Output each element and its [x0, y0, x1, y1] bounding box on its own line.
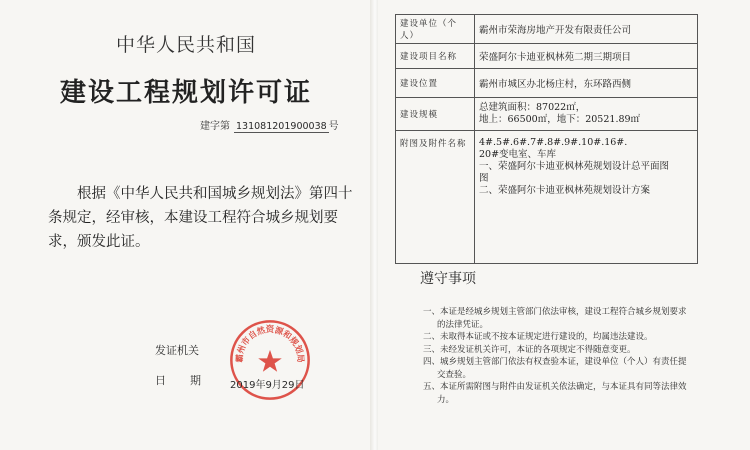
- table-row: [396, 44, 698, 69]
- row-value: 霸州市城区办北杨庄村，东环路西侧: [475, 69, 698, 98]
- row-label: 建设位置: [396, 69, 475, 98]
- attachment-line: 二、荣盛阿尔卡迪亚枫林苑规划设计方案: [479, 185, 651, 196]
- attachment-line: 4#.5#.6#.7#.8#.9#.10#.16#.: [479, 137, 628, 148]
- notice-item: 四、城乡规划主管部门依法有权查验本证，建设单位（个人）有责任提: [423, 357, 687, 367]
- notice-item: 二、未取得本证或不按本证规定进行建设的，均属违法建设。: [423, 332, 653, 342]
- notice-item: 力。: [437, 394, 455, 405]
- notice-item: 交查验。: [437, 369, 472, 380]
- permit-number-suffix: 号: [328, 121, 339, 132]
- notice-title: 遵守事项: [420, 271, 476, 287]
- permit-number-label: 建字第: [200, 121, 230, 132]
- left-page: [0, 0, 372, 450]
- row-value: [475, 98, 698, 131]
- row-label: 附图及附件名称: [396, 131, 475, 264]
- scale-line: 地上：66500㎡，地下：20521.89㎡: [479, 114, 641, 125]
- notice-item: 的法律凭证。: [437, 319, 489, 330]
- attachment-line: 图: [479, 173, 489, 184]
- row-value: 霸州市荣海房地产开发有限责任公司: [475, 15, 698, 44]
- country-heading: 中华人民共和国: [115, 34, 256, 56]
- row-label: 建设规模: [396, 98, 475, 131]
- permit-body-text: 根据《中华人民共和国城乡规划法》第四十条规定，经审核，本建设工程符合城乡规划要求，颁发此证。: [48, 186, 353, 250]
- row-value: 荣盛阿尔卡迪亚枫林苑二期三期项目: [475, 44, 698, 69]
- issue-date: 2019年9月29日: [230, 380, 305, 391]
- table-row: [396, 69, 698, 98]
- project-info-table: [395, 14, 698, 264]
- issuer-label: 发证机关: [155, 344, 199, 357]
- attachment-line: 20#变电室、车库: [479, 149, 557, 160]
- row-value: [475, 131, 698, 264]
- permit-number-value: 131081201900038: [236, 121, 327, 132]
- table-row: [396, 15, 698, 44]
- scale-line: 总建筑面积：87022㎡，: [479, 102, 586, 113]
- permit-title: 建设工程规划许可证: [59, 78, 312, 108]
- seal-text: 霸州市自然资源和规划局: [234, 324, 306, 363]
- table-row: [396, 131, 698, 264]
- row-label: 建设项目名称: [396, 44, 475, 69]
- date-label: 日期: [155, 374, 225, 387]
- notice-item: 一、本证是经城乡规划主管部门依法审核，建设工程符合城乡规划要求: [423, 307, 687, 317]
- notice-item: 五、本证所需附图与附件由发证机关依法确定，与本证具有同等法律效: [423, 382, 687, 392]
- row-label: 建设单位（个人）: [396, 15, 475, 44]
- right-page: [378, 0, 750, 450]
- attachment-line: 一、荣盛阿尔卡迪亚枫林苑规划设计总平面图: [479, 161, 670, 172]
- notice-list: [423, 306, 723, 406]
- notice-item: 三、未经发证机关许可，本证的各项规定不得随意变更。: [423, 344, 636, 355]
- permit-number: [200, 117, 339, 133]
- table-row: [396, 98, 698, 131]
